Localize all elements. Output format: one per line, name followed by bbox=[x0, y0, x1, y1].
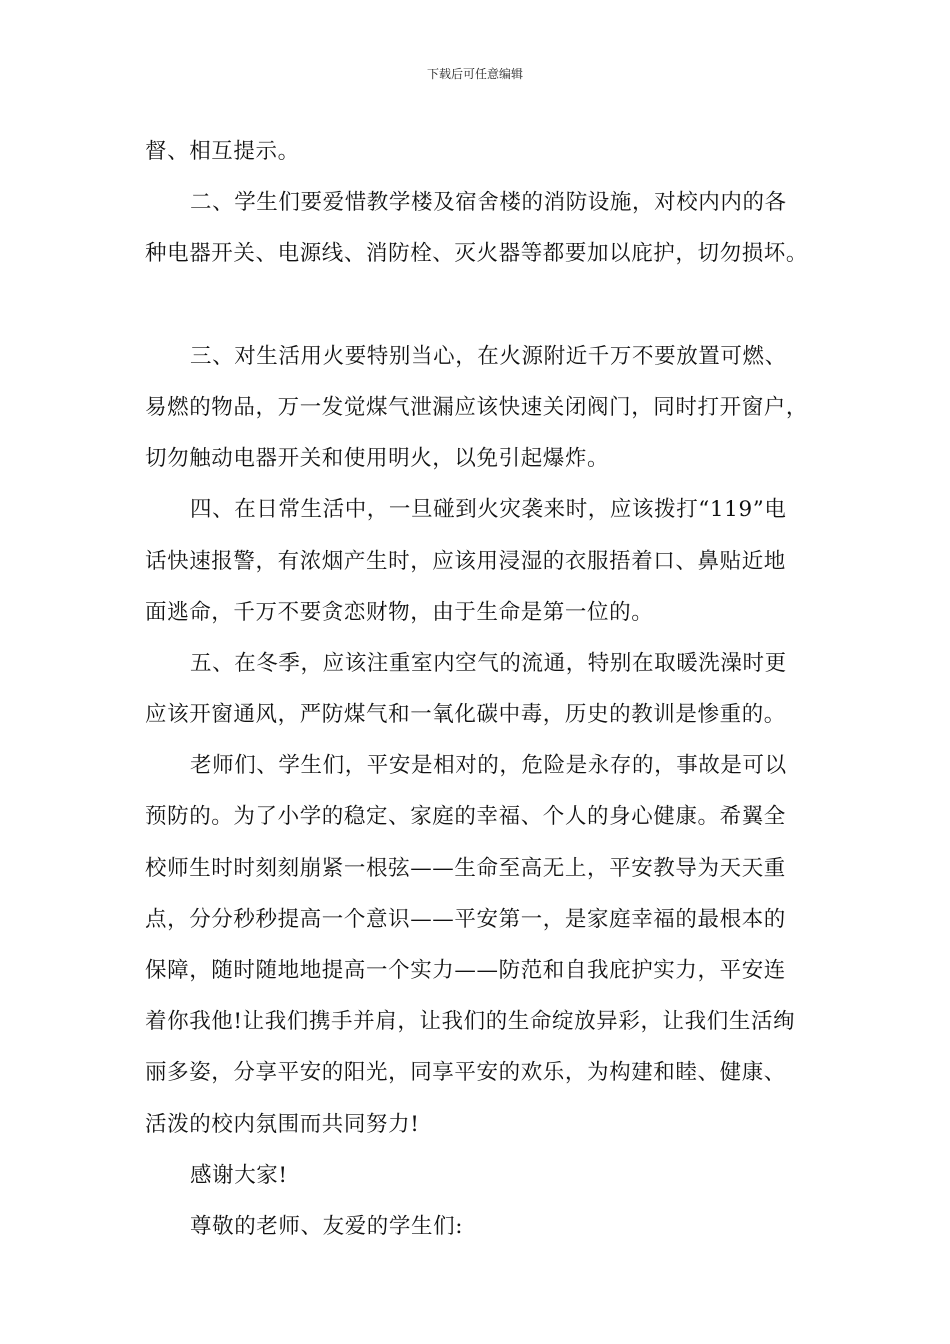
paragraph-line: 二、学生们要爱惜教学楼及宿舍楼的消防设施，对校内内的各 bbox=[190, 190, 787, 216]
paragraph-line: 丽多姿，分享平安的阳光，同享平安的欢乐，为构建和睦、健康、 bbox=[145, 1060, 786, 1086]
paragraph-line: 活泼的校内氛围而共同努力! bbox=[145, 1111, 420, 1137]
paragraph-line: 面逃命，千万不要贪恋财物，由于生命是第一位的。 bbox=[145, 599, 654, 625]
paragraph-line: 三、对生活用火要特别当心，在火源附近千万不要放置可燃、 bbox=[190, 343, 787, 369]
paragraph-line: 四、在日常生活中，一旦碰到火灾袭来时，应该拨打“119”电 bbox=[190, 497, 787, 523]
paragraph-line: 易燃的物品，万一发觉煤气泄漏应该快速关闭阀门，同时打开窗户， bbox=[145, 394, 809, 420]
paragraph-line: 校师生时时刻刻崩紧一根弦——生命至高无上，平安教导为天天重 bbox=[145, 855, 786, 881]
page-header-note: 下载后可任意编辑 bbox=[426, 67, 523, 81]
paragraph-line: 督、相互提示。 bbox=[145, 139, 300, 164]
paragraph-line: 感谢大家! bbox=[190, 1162, 288, 1188]
paragraph-line: 应该开窗通风，严防煤气和一氧化碳中毒，历史的教训是惨重的。 bbox=[145, 702, 786, 728]
paragraph-line: 老师们、学生们，平安是相对的，危险是永存的，事故是可以 bbox=[190, 753, 787, 779]
paragraph-line: 话快速报警，有浓烟产生时，应该用浸湿的衣服捂着口、鼻贴近地 bbox=[145, 548, 786, 574]
document-body bbox=[145, 126, 810, 1252]
paragraph-line: 五、在冬季，应该注重室内空气的流通，特别在取暖洗澡时更 bbox=[190, 650, 787, 676]
paragraph-line: 保障，随时随地地提高一个实力——防范和自我庇护实力，平安连 bbox=[145, 958, 786, 983]
paragraph-line: 预防的。为了小学的稳定、家庭的幸福、个人的身心健康。希翼全 bbox=[145, 804, 786, 830]
paragraph-gap bbox=[145, 280, 810, 331]
paragraph-line: 点，分分秒秒提高一个意识——平安第一，是家庭幸福的最根本的 bbox=[145, 906, 786, 932]
paragraph-line: 尊敬的老师、友爱的学生们: bbox=[190, 1213, 464, 1239]
paragraph-line: 着你我他!让我们携手并肩，让我们的生命绽放异彩，让我们生活绚 bbox=[145, 1009, 796, 1035]
paragraph-line: 切勿触动电器开关和使用明火，以免引起爆炸。 bbox=[145, 446, 610, 472]
paragraph-line: 种电器开关、电源线、消防栓、灭火器等都要加以庇护，切勿损坏。 bbox=[145, 241, 809, 267]
